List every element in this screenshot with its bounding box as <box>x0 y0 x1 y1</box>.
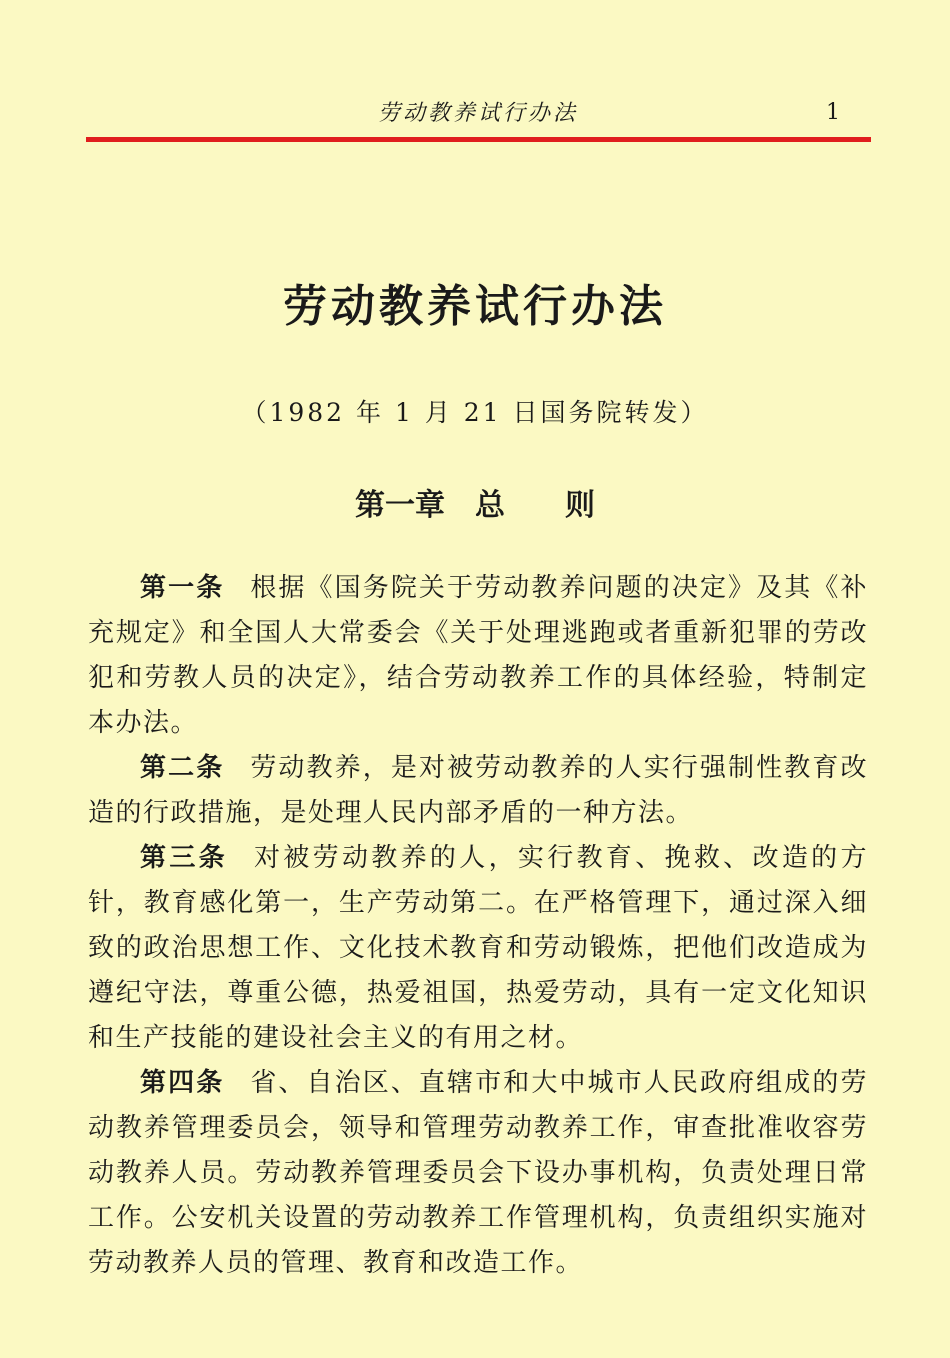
document-date-note: （1982 年 1 月 21 日国务院转发） <box>241 398 709 427</box>
article-label: 第二条 <box>140 753 225 783</box>
article-label: 第一条 <box>140 573 225 603</box>
running-header-title: 劳动教养试行办法 <box>377 101 578 126</box>
article-1 <box>88 566 868 746</box>
articles-body <box>88 566 868 1286</box>
article-text: 对被劳动教养的人，实行教育、挽救、改造的方针，教育感化第一，生产劳动第二。在严格管理下，通过深入细致的政治思想工作、文化技术教育和劳动锻炼，把他们改造成为遵纪守法，尊重公德，热爱祖国，热爱劳动，具有一定文化知识和生产技能的建设社会主义的有用之材。 <box>88 843 868 1053</box>
article-4 <box>88 1061 868 1286</box>
article-label: 第四条 <box>140 1068 225 1098</box>
article-text: 劳动教养，是对被劳动教养的人实行强制性教育改造的行政措施，是处理人民内部矛盾的一种方法。 <box>88 753 868 828</box>
document-title: 劳动教养试行办法 <box>283 281 667 332</box>
article-text: 根据《国务院关于劳动教养问题的决定》及其《补充规定》和全国人大常委会《关于处理逃跑或者重新犯罪的劳改犯和劳教人员的决定》，结合劳动教养工作的具体经验，特制定本办法。 <box>88 573 868 738</box>
article-label: 第三条 <box>140 843 228 873</box>
article-3 <box>88 836 868 1061</box>
page-number: 1 <box>826 100 840 125</box>
article-2 <box>88 746 868 836</box>
running-header <box>86 96 870 132</box>
header-rule <box>86 137 871 142</box>
chapter-heading: 第一章 总 则 <box>355 488 595 523</box>
article-text: 省、自治区、直辖市和大中城市人民政府组成的劳动教养管理委员会，领导和管理劳动教养工作，审查批准收容劳动教养人员。劳动教养管理委员会下设办事机构，负责处理日常工作。公安机关设置的劳动教养工作管理机构，负责组织实施对劳动教养人员的管理、教育和改造工作。 <box>88 1068 868 1278</box>
